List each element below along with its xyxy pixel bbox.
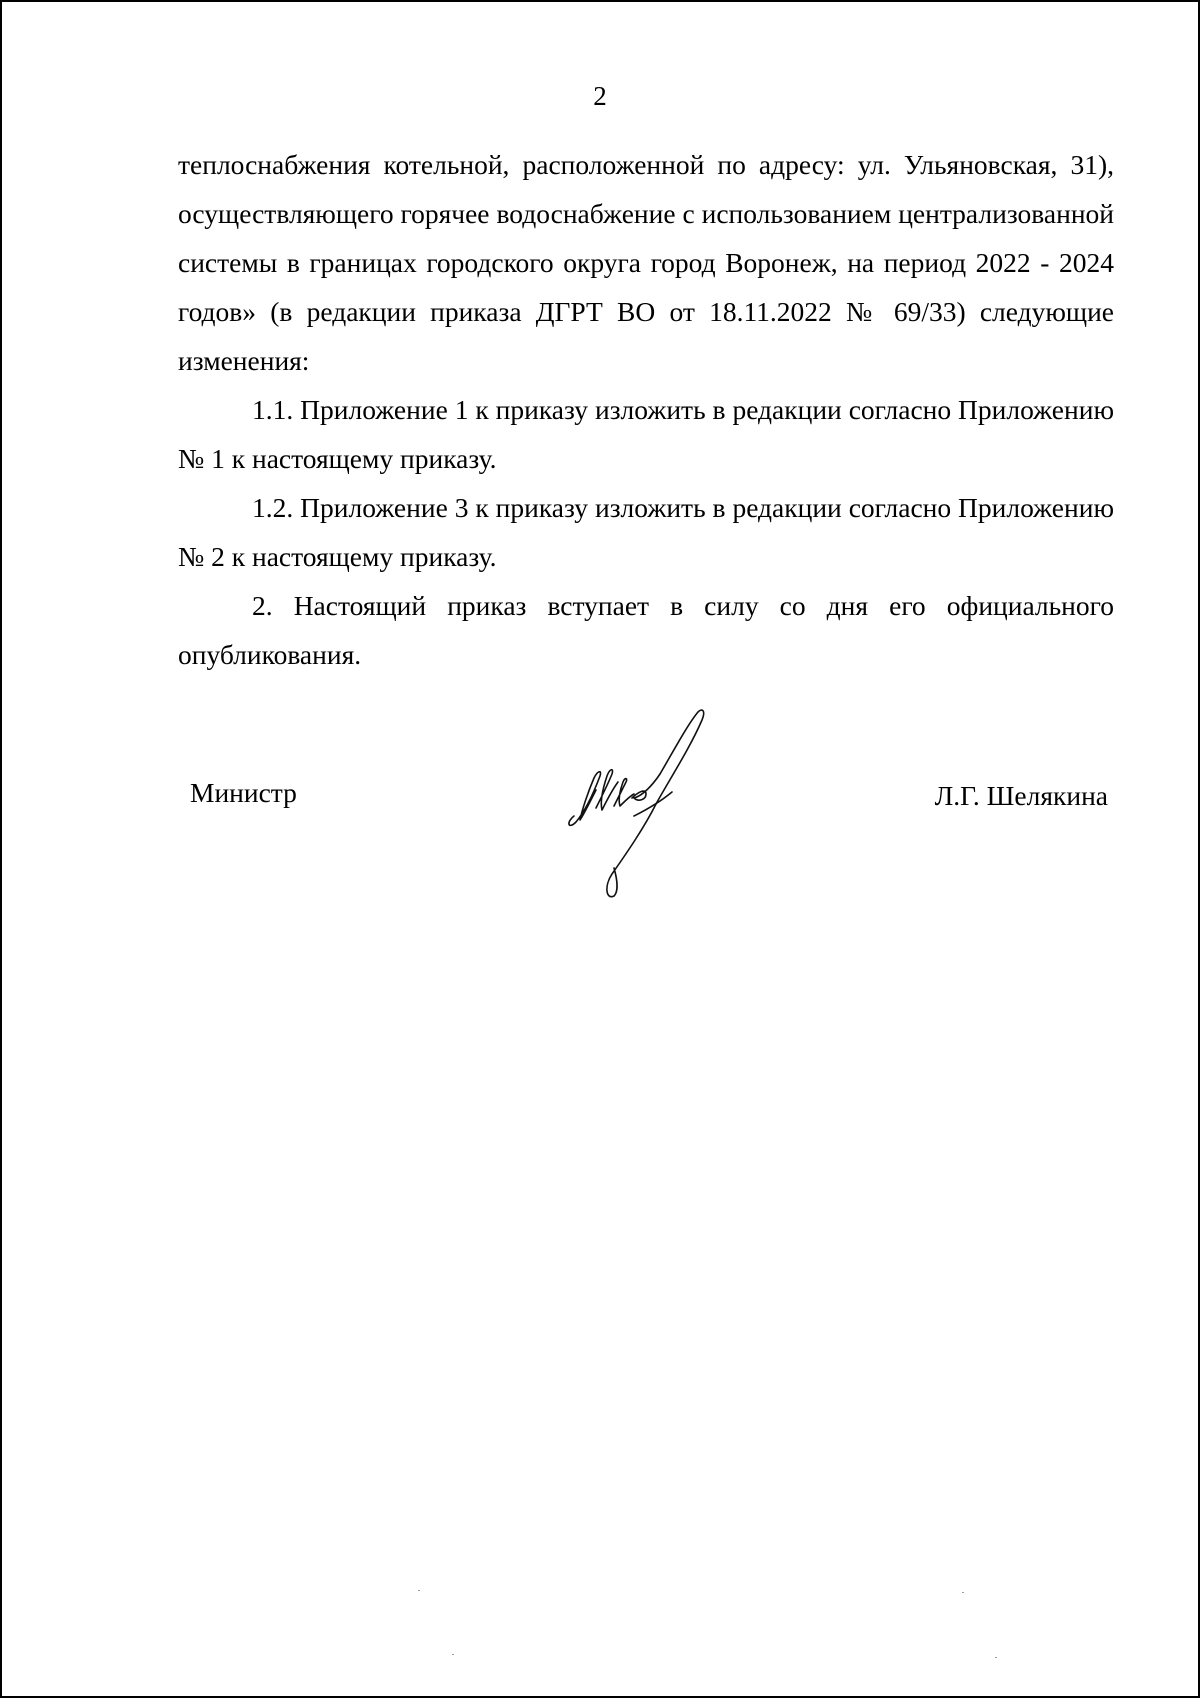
paragraph-item-1-2: 1.2. Приложение 3 к приказу изложить в редакции согласно Приложению № 2 к настоящему приказу. [178, 492, 1114, 572]
signature-block [190, 770, 1110, 920]
signatory-role: Министр [190, 777, 297, 808]
paragraph-item-1-1: 1.1. Приложение 1 к приказу изложить в редакции согласно Приложению № 1 к настоящему приказу. [178, 394, 1114, 474]
signatory-name: Л.Г. Шелякина [934, 780, 1108, 811]
scan-speck [452, 1654, 454, 1655]
scan-speck [962, 1592, 964, 1593]
document-body [178, 140, 1114, 679]
paragraph-item-2: 2. Настоящий приказ вступает в силу со дня его официального опубликования. [178, 590, 1114, 670]
scan-speck [995, 1657, 997, 1658]
handwritten-signature [560, 698, 720, 908]
page-number: 2 [593, 81, 607, 111]
paragraph-continuation: теплоснабжения котельной, расположенной по адресу: ул. Ульяновская, 31), осуществляющего горячее водоснабжение с использованием централизованной системы в границах городского округа город Воронеж, на период 2022 - 2024 годов» (в редакции приказа ДГРТ ВО от 18.11.2022 № 69/33) следующие изменения: [178, 149, 1114, 376]
scan-speck [418, 1590, 420, 1591]
